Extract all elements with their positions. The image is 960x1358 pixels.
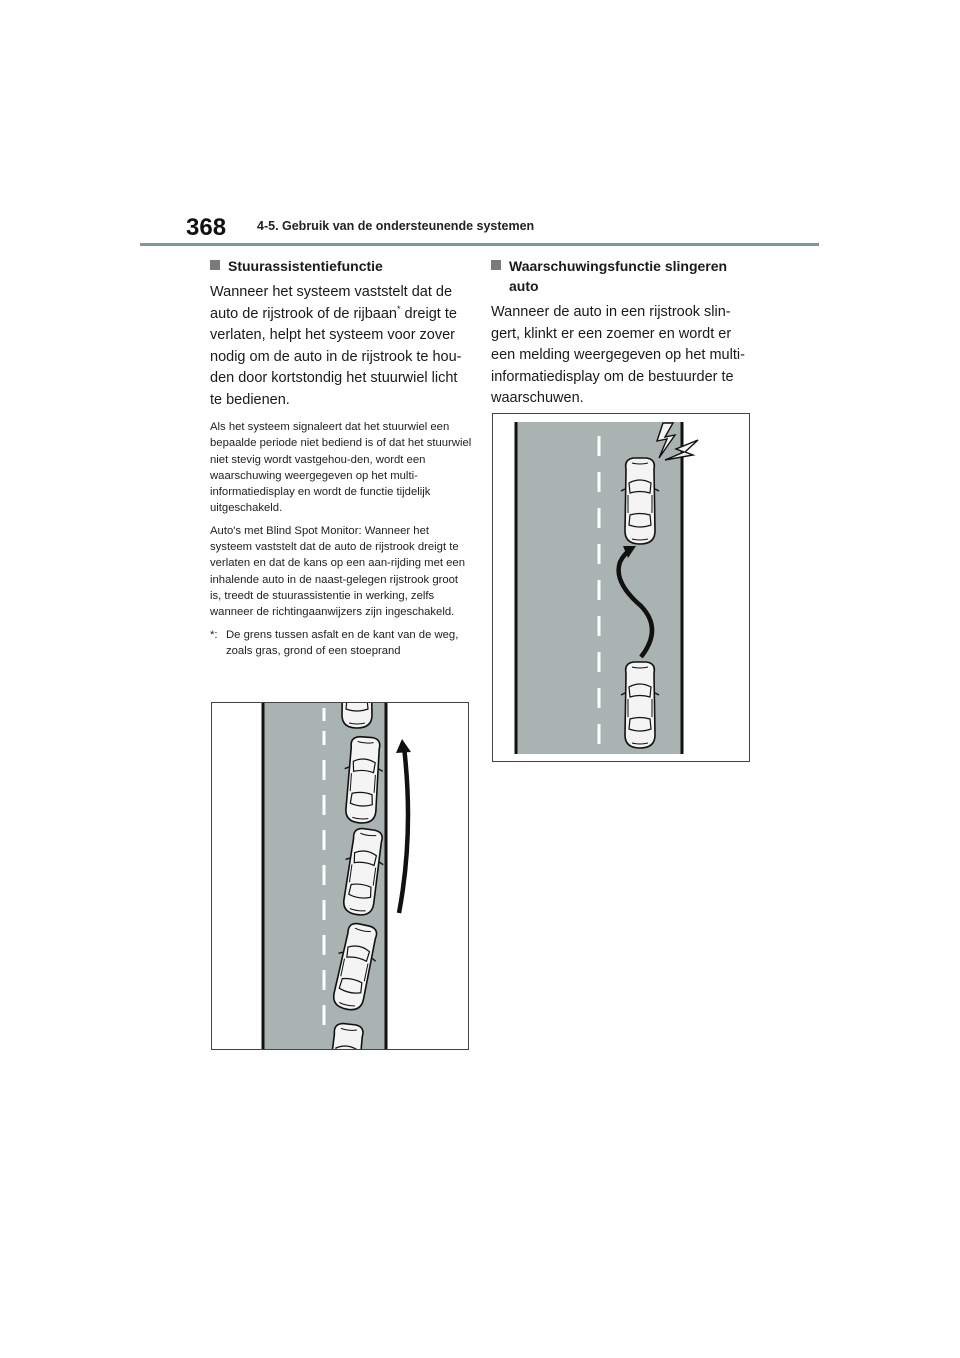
section-title: 4-5. Gebruik van de ondersteunende systemen [257, 219, 535, 233]
section-heading-steering-assist [210, 256, 472, 276]
heading-text: Stuurassistentiefunctie [228, 258, 383, 274]
note-paragraph-2: Auto's met Blind Spot Monitor: Wanneer het systeem vaststelt dat de auto de rijstrook dreigt te verlaten en dat de kans op een aan-rijding met een inhalende auto in de naast-gelegen rijstrook groot is, treedt de stuurassistentie in werking, zelfs wanneer de richtingaanwijzers zijn ingeschakeld. [210, 524, 465, 619]
page-number: 368 [186, 214, 227, 241]
body-paragraph: Wanneer de auto in een rijstrook slin-gert, klinkt er een zoemer en wordt er een melding weergegeven op het multi-informatiedisplay om de bestuurder te waarschuwen. [491, 304, 745, 406]
steering-arrow-icon [396, 739, 411, 913]
square-bullet-icon [210, 260, 220, 270]
note-paragraph-1: Als het systeem signaleert dat het stuurwiel een bepaalde periode niet bediend is of dat het stuurwiel niet stevig wordt vastgehou-den, wordt een waarschuwing weergegeven op het multi-informatiedisplay en wordt de functie tijdelijk uitgeschakeld. [210, 421, 472, 515]
square-bullet-icon [491, 260, 501, 270]
sway-warning-figure [492, 413, 750, 762]
body-paragraph [210, 282, 472, 411]
footnote [210, 627, 472, 660]
steering-assist-figure [211, 702, 469, 1050]
heading-text: Waarschuwingsfunctie slingeren auto [509, 258, 728, 294]
footnote-marker: * [397, 303, 401, 314]
body-text-part1: Wanneer het systeem vaststelt dat de auto de rijstrook of de rijbaan [210, 284, 453, 322]
right-column [491, 256, 753, 418]
body-text-part2: dreigt te verlaten, helpt het systeem voor zover nodig om de auto in de rijstrook te hou-den door kortstondig het stuurwiel licht te bedienen. [210, 305, 462, 408]
section-heading-sway-warning [491, 256, 753, 296]
footnote-text: De grens tussen asfalt en de kant van de weg, zoals gras, grond of een stoeprand [226, 628, 459, 657]
car-topview-icon [621, 662, 659, 748]
car-topview-icon [621, 458, 659, 544]
header-rule [140, 243, 819, 246]
footnote-mark: *: [210, 628, 218, 641]
left-column [210, 256, 472, 659]
